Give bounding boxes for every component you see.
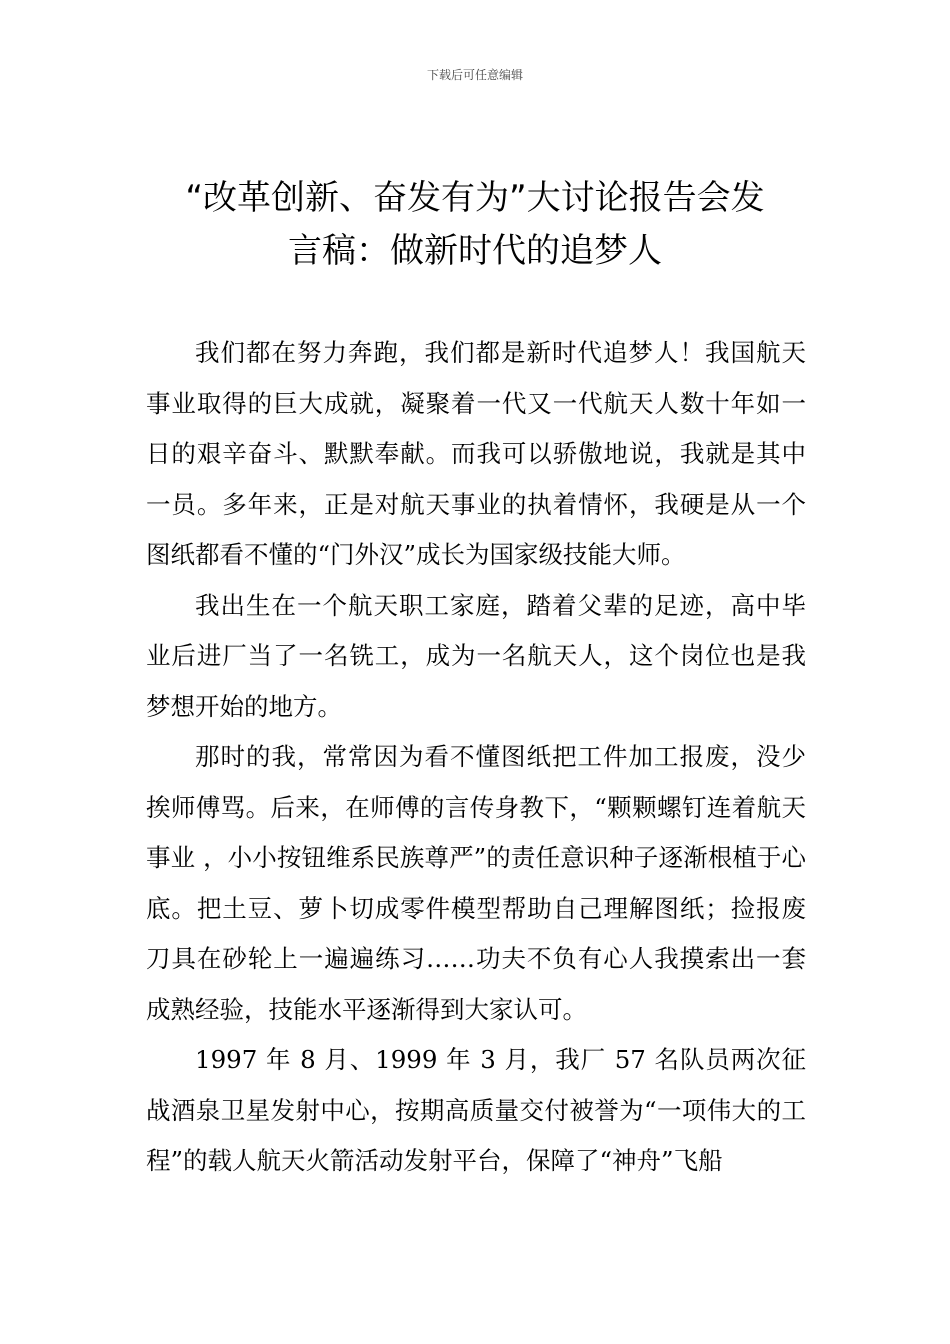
paragraph: 那时的我，常常因为看不懂图纸把工件加工报废，没少挨师傅骂。后来，在师傅的言传身教下，“颗颗螺钉连着航天事业 ，小小按钮维系民族尊严”的责任意识种子逐渐根植于心底。把土豆、萝卜切成零件模型帮助自己理解图纸；捡报废刀具在砂轮上一遍遍练习……功夫不负有心人我摸索出一套成熟经验，技能水平逐渐得到大家认可。 <box>146 742 806 1024</box>
title-line-2: 言稿：做新时代的追梦人 <box>288 231 662 271</box>
title-line-1: “改革创新、奋发有为”大讨论报告会发 <box>185 178 765 218</box>
paragraph: 我出生在一个航天职工家庭，踏着父辈的足迹，高中毕业后进厂当了一名铣工，成为一名航天人，这个岗位也是我梦想开始的地方。 <box>146 590 806 721</box>
paragraph: 我们都在努力奔跑，我们都是新时代追梦人！我国航天事业取得的巨大成就，凝聚着一代又一代航天人数十年如一日的艰辛奋斗、默默奉献。而我可以骄傲地说，我就是其中一员。多年来，正是对航天事业的执着情怀，我硬是从一个图纸都看不懂的“门外汉”成长为国家级技能大师。 <box>146 338 806 569</box>
header-note: 下载后可任意编辑 <box>426 68 523 82</box>
document-body <box>146 328 806 1187</box>
document-title <box>100 172 850 278</box>
paragraph: 1997 年 8 月、1999 年 3 月，我厂 57 名队员两次征战酒泉卫星发射中心，按期高质量交付被誉为“一项伟大的工程”的载人航天火箭活动发射平台，保障了“神舟”飞船 <box>146 1045 806 1175</box>
